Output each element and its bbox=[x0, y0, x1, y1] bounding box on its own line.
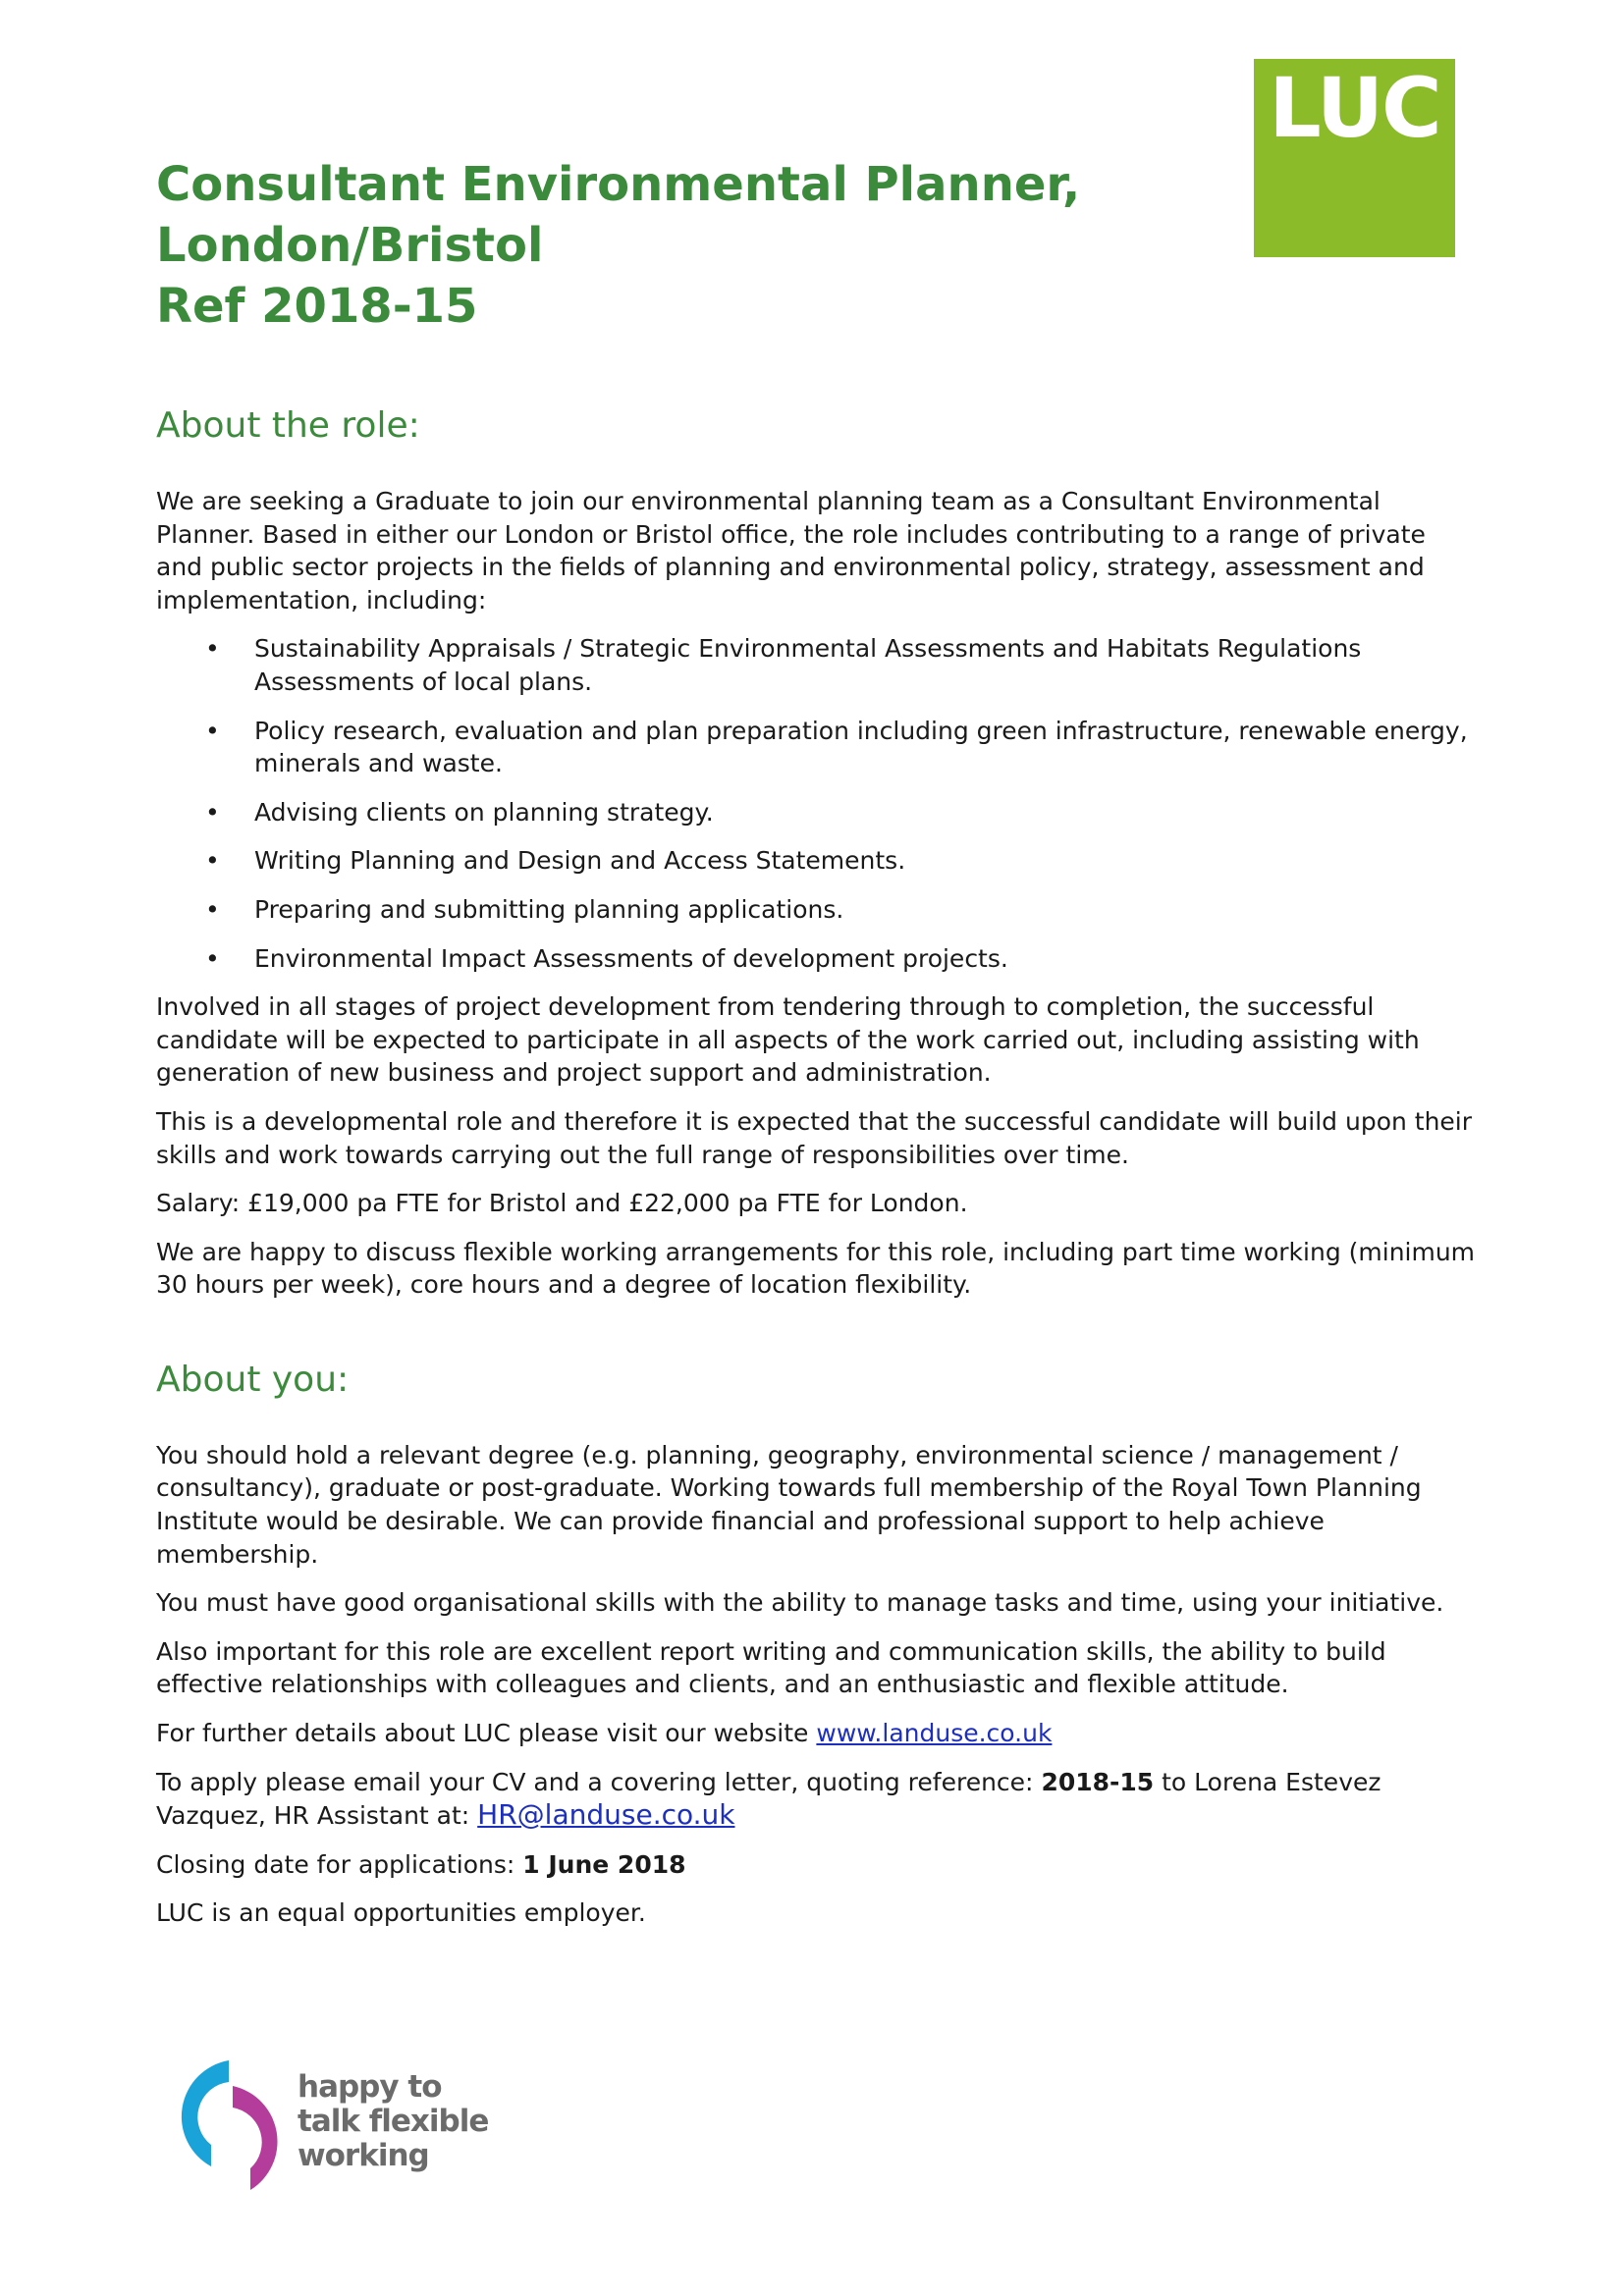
apply-contact-text: to Lorena Estevez Vazquez, HR Assistant at: bbox=[156, 1767, 1381, 1831]
involvement-paragraph: Involved in all stages of project development from tendering through to completion, the successful candidate will be expected to participate in all aspects of the work carried out, including assisting with generation of new business and project support and administration. bbox=[156, 992, 1420, 1088]
degree-paragraph: You should hold a relevant degree (e.g. planning, geography, environmental science / management / consultancy), graduate or post-graduate. Working towards full membership of the Royal Town Planning Institute would be desirable. We can provide financial and professional support to help achieve membership. bbox=[156, 1440, 1422, 1569]
bullet-icon: • bbox=[205, 943, 220, 973]
title-line-2: London/Bristol bbox=[156, 218, 544, 273]
luc-logo bbox=[1254, 59, 1455, 257]
list-item bbox=[156, 942, 1477, 976]
closing-date-label: Closing date for applications: bbox=[156, 1849, 523, 1879]
title-line-3: Ref 2018-15 bbox=[156, 279, 478, 334]
badge-line-3: working bbox=[298, 2138, 429, 2173]
bullet-icon: • bbox=[205, 846, 220, 876]
list-item-text: Preparing and submitting planning applications. bbox=[254, 894, 844, 924]
about-role-heading: About the role: bbox=[156, 405, 420, 446]
badge-line-2: talk flexible bbox=[298, 2104, 489, 2139]
list-item-text: Sustainability Appraisals / Strategic Environmental Assessments and Habitats Regulations Assessments of local plans. bbox=[254, 634, 1362, 696]
document-body bbox=[156, 402, 1477, 1946]
closing-date-paragraph bbox=[156, 1848, 1477, 1882]
about-you-section bbox=[156, 1357, 1477, 1930]
flexible-working-badge-text bbox=[298, 2070, 488, 2173]
further-details-text: For further details about LUC please visit our website bbox=[156, 1719, 817, 1748]
list-item bbox=[156, 715, 1477, 780]
list-item-text: Policy research, evaluation and plan preparation including green infrastructure, renewable energy, minerals and waste. bbox=[254, 716, 1468, 778]
organisational-paragraph: You must have good organisational skills with the ability to manage tasks and time, using your initiative. bbox=[156, 1588, 1444, 1618]
list-item-text: Writing Planning and Design and Access Statements. bbox=[254, 846, 906, 876]
list-item-text: Environmental Impact Assessments of development projects. bbox=[254, 943, 1008, 973]
equal-opportunities-paragraph: LUC is an equal opportunities employer. bbox=[156, 1898, 646, 1928]
developmental-paragraph: This is a developmental role and therefore it is expected that the successful candidate will build upon their skills and work towards carrying out the full range of responsibilities over time. bbox=[156, 1106, 1473, 1169]
list-item bbox=[156, 844, 1477, 878]
flexible-working-badge bbox=[172, 2056, 506, 2194]
apply-text: To apply please email your CV and a covering letter, quoting reference: bbox=[156, 1767, 1042, 1796]
apply-reference: 2018-15 bbox=[1041, 1767, 1155, 1796]
role-duties-list bbox=[156, 632, 1477, 975]
luc-logo-text: LUC bbox=[1269, 60, 1440, 156]
apply-paragraph bbox=[156, 1766, 1477, 1833]
page-title bbox=[156, 154, 1080, 337]
bullet-icon: • bbox=[205, 634, 220, 664]
website-link[interactable]: www.landuse.co.uk bbox=[816, 1719, 1053, 1748]
list-item-text: Advising clients on planning strategy. bbox=[254, 797, 714, 827]
title-line-1: Consultant Environmental Planner, bbox=[156, 157, 1081, 212]
closing-date-value: 1 June 2018 bbox=[522, 1849, 686, 1879]
further-details-paragraph bbox=[156, 1717, 1477, 1750]
about-role-section bbox=[156, 402, 1477, 1302]
salary-paragraph: Salary: £19,000 pa FTE for Bristol and £22,000 pa FTE for London. bbox=[156, 1189, 968, 1218]
flexible-working-logo-icon bbox=[172, 2056, 295, 2194]
list-item bbox=[156, 632, 1477, 698]
about-you-heading: About you: bbox=[156, 1359, 350, 1400]
badge-line-1: happy to bbox=[298, 2069, 442, 2105]
communication-paragraph: Also important for this role are excellent report writing and communication skills, the ability to build effective relationships with colleagues and clients, and an enthusiastic and flexible attitude. bbox=[156, 1636, 1386, 1699]
bullet-icon: • bbox=[205, 716, 220, 745]
flexible-working-paragraph: We are happy to discuss flexible working arrangements for this role, including part time working (minimum 30 hours per week), core hours and a degree of location flexibility. bbox=[156, 1237, 1476, 1300]
list-item bbox=[156, 893, 1477, 927]
email-link[interactable]: HR@landuse.co.uk bbox=[477, 1798, 735, 1832]
bullet-icon: • bbox=[205, 894, 220, 924]
list-item bbox=[156, 796, 1477, 829]
role-intro-paragraph: We are seeking a Graduate to join our environmental planning team as a Consultant Environmental Planner. Based in either our London or Bristol office, the role includes contributing to a range of private and public sector projects in the fields of planning and environmental policy, strategy, assessment and implementation, including: bbox=[156, 487, 1426, 614]
bullet-icon: • bbox=[205, 797, 220, 827]
